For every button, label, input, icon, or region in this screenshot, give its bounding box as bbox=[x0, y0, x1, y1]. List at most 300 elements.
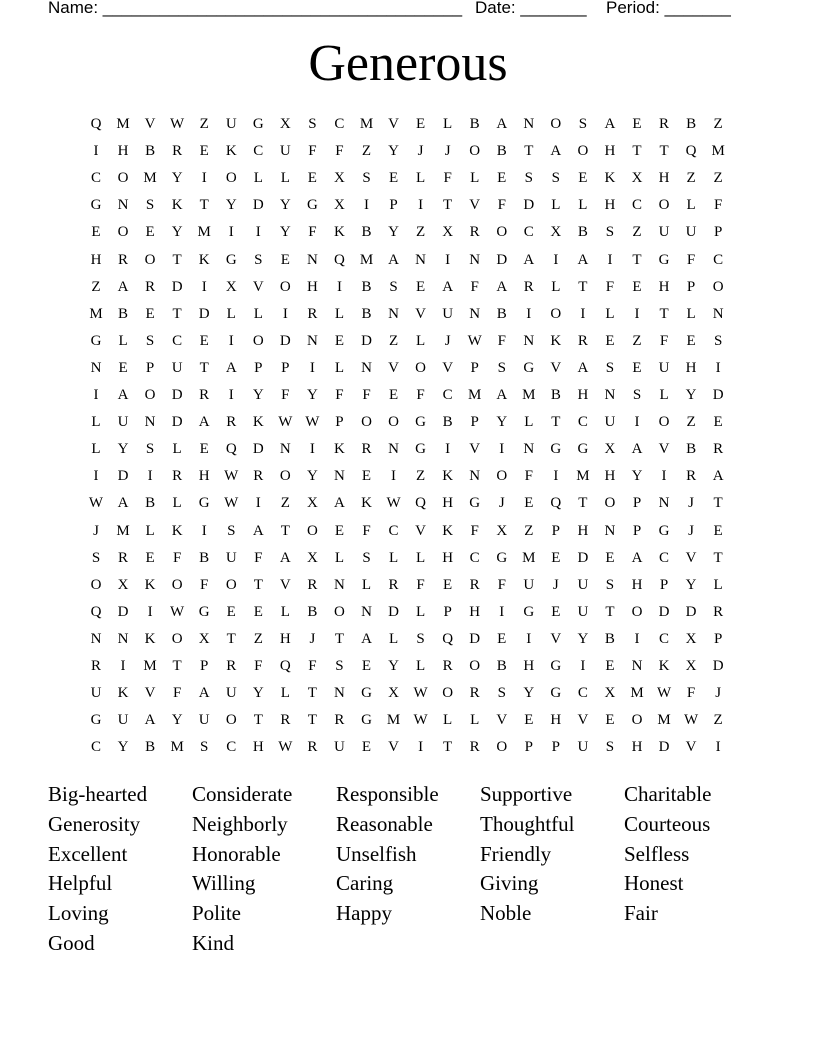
grid-letter: X bbox=[496, 522, 508, 539]
grid-letter: W bbox=[224, 468, 239, 485]
grid-letter: E bbox=[443, 576, 453, 593]
grid-letter: D bbox=[523, 197, 535, 214]
grid-letter: A bbox=[631, 549, 643, 566]
grid-letter: X bbox=[198, 630, 210, 647]
grid-letter: U bbox=[577, 739, 589, 756]
grid-letter: E bbox=[416, 116, 426, 132]
grid-letter: G bbox=[550, 658, 562, 674]
grid-letter: B bbox=[496, 658, 507, 674]
grid-letter: K bbox=[171, 522, 183, 539]
grid-letter: X bbox=[550, 224, 562, 241]
grid-letter: I bbox=[255, 224, 261, 241]
grid-letter: Z bbox=[632, 332, 642, 349]
grid-letter: F bbox=[659, 332, 669, 349]
grid-letter: B bbox=[361, 278, 372, 295]
grid-letter: L bbox=[416, 170, 426, 187]
grid-letter: H bbox=[117, 143, 129, 160]
grid-letter: E bbox=[361, 658, 372, 674]
grid-letter: V bbox=[415, 522, 427, 539]
grid-letter: K bbox=[361, 495, 372, 512]
grid-letter: G bbox=[90, 197, 102, 214]
grid-letter: D bbox=[252, 441, 264, 458]
grid-letter: I bbox=[93, 468, 99, 485]
grid-letter: B bbox=[496, 305, 507, 322]
grid-letter: J bbox=[444, 143, 451, 160]
grid-letter: A bbox=[334, 495, 345, 512]
grid-letter: U bbox=[658, 359, 670, 376]
grid-letter: U bbox=[90, 685, 102, 702]
grid-row bbox=[83, 683, 743, 710]
grid-letter: I bbox=[445, 441, 451, 458]
grid-letter: O bbox=[144, 251, 156, 268]
grid-letter: F bbox=[362, 387, 371, 403]
grid-letter: L bbox=[280, 685, 290, 702]
grid-letter: N bbox=[658, 495, 670, 512]
grid-letter: S bbox=[497, 685, 506, 702]
grid-letter: I bbox=[634, 305, 640, 322]
grid-letter: I bbox=[580, 658, 586, 674]
grid-letter: O bbox=[361, 414, 372, 431]
grid-letter: R bbox=[334, 712, 345, 729]
grid-letter: O bbox=[496, 739, 508, 756]
grid-letter: N bbox=[523, 441, 535, 458]
grid-letter: B bbox=[118, 305, 129, 322]
grid-letter: E bbox=[226, 603, 236, 620]
grid-letter: Y bbox=[171, 224, 183, 241]
grid-letter: M bbox=[116, 522, 130, 539]
grid-letter: J bbox=[309, 630, 316, 647]
grid-letter: L bbox=[416, 549, 426, 566]
grid-letter: S bbox=[605, 576, 615, 593]
grid-letter: S bbox=[605, 359, 615, 376]
grid-letter: G bbox=[415, 441, 427, 458]
grid-letter: Y bbox=[117, 739, 129, 756]
grid-letter: M bbox=[197, 224, 211, 241]
grid-letter: R bbox=[118, 251, 129, 268]
grid-letter: N bbox=[523, 116, 535, 132]
grid-letter: V bbox=[442, 359, 454, 376]
grid-letter: M bbox=[576, 468, 590, 485]
grid-letter: A bbox=[442, 278, 454, 295]
grid-letter: F bbox=[254, 549, 263, 566]
grid-letter: H bbox=[604, 143, 616, 160]
grid-letter: H bbox=[198, 468, 210, 485]
grid-letter: C bbox=[90, 739, 101, 756]
grid-letter: Q bbox=[225, 441, 237, 458]
grid-letter: V bbox=[469, 441, 481, 458]
grid-letter: V bbox=[496, 712, 508, 729]
grid-letter: P bbox=[713, 224, 723, 241]
grid-letter: S bbox=[497, 359, 506, 376]
grid-letter: A bbox=[144, 712, 156, 729]
grid-row bbox=[83, 602, 743, 629]
grid-letter: N bbox=[279, 441, 291, 458]
grid-letter: U bbox=[225, 549, 237, 566]
word-bank-item: Unselfish bbox=[336, 841, 417, 866]
grid-letter: M bbox=[170, 739, 184, 756]
grid-letter: L bbox=[334, 549, 345, 566]
grid-letter: O bbox=[658, 414, 670, 431]
grid-row bbox=[83, 439, 743, 466]
grid-letter: V bbox=[144, 116, 156, 132]
grid-letter: Y bbox=[252, 685, 264, 702]
grid-letter: A bbox=[631, 441, 643, 458]
grid-row bbox=[83, 412, 743, 439]
grid-letter: F bbox=[686, 251, 696, 268]
grid-letter: U bbox=[279, 143, 291, 160]
grid-letter: S bbox=[632, 387, 642, 403]
grid-letter: A bbox=[604, 116, 616, 132]
grid-letter: Q bbox=[334, 251, 345, 268]
word-bank-item: Courteous bbox=[624, 811, 711, 836]
grid-letter: R bbox=[469, 224, 480, 241]
grid-letter: G bbox=[496, 549, 508, 566]
grid-letter: E bbox=[199, 143, 209, 160]
grid-letter: O bbox=[306, 522, 318, 539]
grid-letter: N bbox=[334, 576, 345, 593]
grid-letter: A bbox=[496, 278, 508, 295]
grid-letter: B bbox=[307, 603, 318, 620]
grid-letter: L bbox=[280, 170, 290, 187]
grid-letter: H bbox=[631, 576, 643, 593]
grid-letter: V bbox=[388, 359, 399, 376]
grid-letter: B bbox=[199, 549, 210, 566]
grid-letter: K bbox=[658, 658, 670, 674]
grid-letter: N bbox=[90, 630, 102, 647]
grid-row bbox=[83, 575, 743, 602]
grid-letter: U bbox=[198, 712, 210, 729]
grid-letter: S bbox=[145, 332, 155, 349]
grid-letter: R bbox=[145, 278, 156, 295]
grid-letter: G bbox=[469, 495, 481, 512]
grid-letter: F bbox=[686, 685, 696, 702]
grid-letter: F bbox=[443, 170, 452, 187]
grid-letter: G bbox=[550, 441, 562, 458]
grid-letter: S bbox=[91, 549, 101, 566]
grid-letter: E bbox=[605, 549, 615, 566]
grid-letter: V bbox=[279, 576, 291, 593]
grid-letter: E bbox=[605, 712, 615, 729]
grid-letter: V bbox=[415, 305, 427, 322]
grid-letter: R bbox=[226, 658, 237, 674]
grid-letter: D bbox=[117, 603, 129, 620]
grid-letter: O bbox=[469, 658, 481, 674]
grid-letter: E bbox=[334, 332, 345, 349]
grid-letter: J bbox=[715, 685, 722, 702]
grid-letter: L bbox=[334, 359, 345, 376]
grid-letter: V bbox=[469, 197, 481, 214]
grid-letter: V bbox=[577, 712, 589, 729]
word-bank-item: Excellent bbox=[48, 841, 128, 866]
grid-letter: L bbox=[443, 712, 453, 729]
grid-row bbox=[83, 304, 743, 331]
grid-letter: S bbox=[254, 251, 263, 268]
grid-letter: V bbox=[252, 278, 264, 295]
grid-letter: W bbox=[656, 685, 672, 702]
grid-letter: G bbox=[523, 359, 535, 376]
grid-letter: H bbox=[658, 278, 670, 295]
grid-letter: E bbox=[388, 387, 399, 403]
grid-letter: C bbox=[659, 549, 670, 566]
grid-letter: F bbox=[605, 278, 615, 295]
word-bank-item: Loving bbox=[48, 901, 109, 926]
grid-letter: Z bbox=[686, 170, 696, 187]
grid-letter: Y bbox=[631, 468, 643, 485]
grid-letter: T bbox=[524, 143, 534, 160]
grid-letter: B bbox=[145, 495, 156, 512]
grid-letter: R bbox=[307, 739, 318, 756]
word-bank-item: Fair bbox=[624, 901, 658, 926]
grid-letter: U bbox=[225, 116, 237, 132]
grid-letter: Y bbox=[117, 441, 129, 458]
grid-letter: E bbox=[199, 441, 209, 458]
grid-letter: A bbox=[523, 251, 535, 268]
grid-letter: S bbox=[145, 441, 155, 458]
grid-letter: I bbox=[201, 522, 207, 539]
grid-letter: F bbox=[308, 658, 317, 674]
grid-letter: Y bbox=[171, 170, 183, 187]
grid-row bbox=[83, 493, 743, 520]
grid-letter: I bbox=[282, 305, 288, 322]
grid-letter: I bbox=[391, 468, 397, 485]
word-bank-item: Supportive bbox=[480, 782, 573, 806]
grid-letter: T bbox=[307, 712, 317, 729]
grid-row bbox=[83, 277, 743, 304]
grid-letter: N bbox=[117, 630, 129, 647]
grid-letter: L bbox=[605, 305, 615, 322]
grid-letter: P bbox=[713, 630, 723, 647]
grid-letter: D bbox=[171, 387, 183, 403]
grid-letter: Z bbox=[524, 522, 534, 539]
grid-letter: H bbox=[685, 359, 697, 376]
grid-letter: G bbox=[361, 685, 372, 702]
grid-letter: E bbox=[632, 278, 642, 295]
grid-letter: R bbox=[469, 685, 480, 702]
grid-letter: O bbox=[117, 224, 129, 241]
grid-letter: L bbox=[145, 522, 155, 539]
grid-letter: L bbox=[416, 603, 426, 620]
grid-letter: H bbox=[442, 495, 454, 512]
grid-letter: I bbox=[499, 603, 505, 620]
grid-letter: R bbox=[713, 603, 724, 620]
grid-letter: B bbox=[550, 387, 561, 403]
grid-letter: Z bbox=[713, 170, 723, 187]
grid-letter: O bbox=[631, 712, 643, 729]
grid-letter: T bbox=[578, 495, 588, 512]
grid-letter: Y bbox=[523, 685, 535, 702]
grid-letter: Z bbox=[253, 630, 263, 647]
grid-row bbox=[83, 250, 743, 277]
grid-letter: X bbox=[388, 685, 399, 702]
grid-letter: U bbox=[523, 576, 535, 593]
grid-letter: L bbox=[172, 441, 182, 458]
grid-letter: U bbox=[225, 685, 237, 702]
grid-letter: R bbox=[659, 116, 670, 132]
word-bank-item: Big-hearted bbox=[48, 782, 148, 806]
grid-letter: C bbox=[469, 549, 480, 566]
grid-letter: F bbox=[416, 387, 425, 403]
grid-letter: S bbox=[145, 197, 155, 214]
word-bank-item: Generosity bbox=[48, 811, 141, 836]
grid-letter: A bbox=[117, 278, 129, 295]
grid-letter: T bbox=[172, 251, 182, 268]
grid-letter: T bbox=[253, 576, 263, 593]
worksheet-header bbox=[48, 0, 748, 20]
grid-letter: C bbox=[659, 630, 670, 647]
grid-letter: F bbox=[172, 549, 182, 566]
grid-letter: Z bbox=[388, 332, 399, 349]
grid-letter: H bbox=[90, 251, 102, 268]
grid-letter: B bbox=[496, 143, 507, 160]
grid-letter: G bbox=[415, 414, 427, 431]
grid-letter: I bbox=[418, 197, 424, 214]
grid-letter: G bbox=[658, 522, 670, 539]
grid-letter: E bbox=[713, 414, 723, 431]
grid-letter: S bbox=[713, 332, 723, 349]
grid-letter: E bbox=[605, 332, 615, 349]
grid-letter: C bbox=[90, 170, 101, 187]
grid-letter: Z bbox=[361, 143, 372, 160]
grid-letter: F bbox=[281, 387, 290, 403]
grid-letter: H bbox=[523, 658, 535, 674]
grid-letter: I bbox=[418, 739, 424, 756]
grid-letter: P bbox=[335, 414, 344, 431]
grid-letter: J bbox=[498, 495, 505, 512]
grid-letter: M bbox=[522, 387, 536, 403]
grid-letter: S bbox=[362, 549, 371, 566]
grid-letter: U bbox=[658, 224, 670, 241]
grid-letter: S bbox=[524, 170, 533, 187]
grid-letter: X bbox=[334, 170, 345, 187]
grid-letter: G bbox=[523, 603, 535, 620]
word-bank-item: Kind bbox=[192, 931, 234, 955]
grid-letter: L bbox=[118, 332, 128, 349]
grid-letter: Y bbox=[252, 387, 264, 403]
grid-letter: H bbox=[604, 468, 616, 485]
grid-letter: O bbox=[442, 685, 454, 702]
grid-letter: M bbox=[522, 549, 536, 566]
grid-letter: F bbox=[172, 685, 182, 702]
grid-letter: V bbox=[144, 685, 156, 702]
grid-letter: I bbox=[526, 305, 532, 322]
grid-letter: O bbox=[415, 359, 427, 376]
grid-letter: J bbox=[93, 522, 99, 539]
grid-letter: W bbox=[386, 495, 401, 512]
grid-row bbox=[83, 466, 743, 493]
grid-letter: H bbox=[252, 739, 264, 756]
grid-letter: I bbox=[93, 143, 99, 160]
grid-letter: T bbox=[226, 630, 236, 647]
grid-letter: B bbox=[145, 143, 156, 160]
grid-letter: R bbox=[469, 739, 480, 756]
grid-letter: F bbox=[200, 576, 209, 593]
grid-letter: E bbox=[334, 522, 345, 539]
grid-letter: G bbox=[361, 712, 372, 729]
grid-letter: Q bbox=[550, 495, 562, 512]
grid-letter: R bbox=[713, 441, 724, 458]
grid-letter: K bbox=[550, 332, 562, 349]
grid-letter: X bbox=[442, 224, 454, 241]
grid-letter: K bbox=[225, 143, 237, 160]
grid-letter: E bbox=[497, 170, 507, 187]
grid-letter: N bbox=[388, 441, 399, 458]
word-bank-item: Responsible bbox=[336, 782, 439, 806]
grid-letter: D bbox=[117, 468, 129, 485]
grid-letter: Q bbox=[90, 603, 102, 620]
grid-letter: P bbox=[200, 658, 209, 674]
grid-letter: M bbox=[143, 658, 157, 674]
grid-letter: E bbox=[145, 224, 155, 241]
grid-letter: T bbox=[659, 143, 669, 160]
grid-letter: Y bbox=[388, 224, 399, 241]
grid-row bbox=[83, 656, 743, 683]
grid-letter: D bbox=[279, 332, 291, 349]
word-bank-item: Friendly bbox=[480, 841, 552, 866]
grid-letter: N bbox=[334, 685, 345, 702]
grid-letter: C bbox=[713, 251, 724, 268]
grid-letter: T bbox=[551, 414, 561, 431]
grid-letter: F bbox=[524, 468, 533, 485]
word-bank-item: Selfless bbox=[624, 841, 690, 866]
grid-letter: D bbox=[658, 739, 670, 756]
grid-letter: U bbox=[577, 576, 589, 593]
grid-letter: F bbox=[497, 576, 506, 593]
grid-letter: D bbox=[658, 603, 670, 620]
grid-letter: Z bbox=[713, 712, 723, 729]
grid-row bbox=[83, 358, 743, 385]
grid-letter: B bbox=[686, 441, 697, 458]
grid-letter: L bbox=[686, 305, 696, 322]
grid-letter: J bbox=[444, 332, 451, 349]
grid-letter: L bbox=[226, 305, 236, 322]
grid-letter: I bbox=[228, 332, 234, 349]
grid-letter: A bbox=[198, 685, 210, 702]
grid-letter: R bbox=[253, 468, 264, 485]
grid-row bbox=[83, 195, 743, 222]
grid-letter: O bbox=[117, 170, 129, 187]
grid-letter: A bbox=[577, 359, 589, 376]
grid-letter: G bbox=[550, 685, 562, 702]
grid-letter: O bbox=[279, 278, 291, 295]
grid-letter: E bbox=[497, 630, 507, 647]
grid-letter: L bbox=[361, 576, 372, 593]
grid-letter: T bbox=[172, 658, 182, 674]
grid-letter: G bbox=[198, 495, 210, 512]
grid-letter: T bbox=[605, 603, 615, 620]
grid-letter: I bbox=[147, 603, 153, 620]
grid-letter: O bbox=[658, 197, 670, 214]
grid-letter: Z bbox=[199, 116, 209, 132]
grid-letter: S bbox=[551, 170, 561, 187]
grid-letter: X bbox=[604, 441, 616, 458]
grid-letter: M bbox=[89, 305, 103, 322]
grid-letter: V bbox=[685, 549, 697, 566]
grid-letter: A bbox=[252, 522, 264, 539]
grid-letter: T bbox=[334, 630, 345, 647]
letter-grid bbox=[83, 114, 743, 762]
grid-letter: P bbox=[145, 359, 155, 376]
grid-letter: F bbox=[308, 224, 317, 241]
grid-letter: P bbox=[470, 359, 479, 376]
grid-letter: R bbox=[388, 576, 399, 593]
grid-letter: F bbox=[497, 332, 506, 349]
grid-letter: H bbox=[577, 387, 589, 403]
grid-letter: W bbox=[278, 414, 293, 431]
grid-letter: P bbox=[659, 576, 669, 593]
grid-letter: C bbox=[172, 332, 183, 349]
grid-letter: I bbox=[661, 468, 667, 485]
grid-letter: K bbox=[334, 224, 345, 241]
